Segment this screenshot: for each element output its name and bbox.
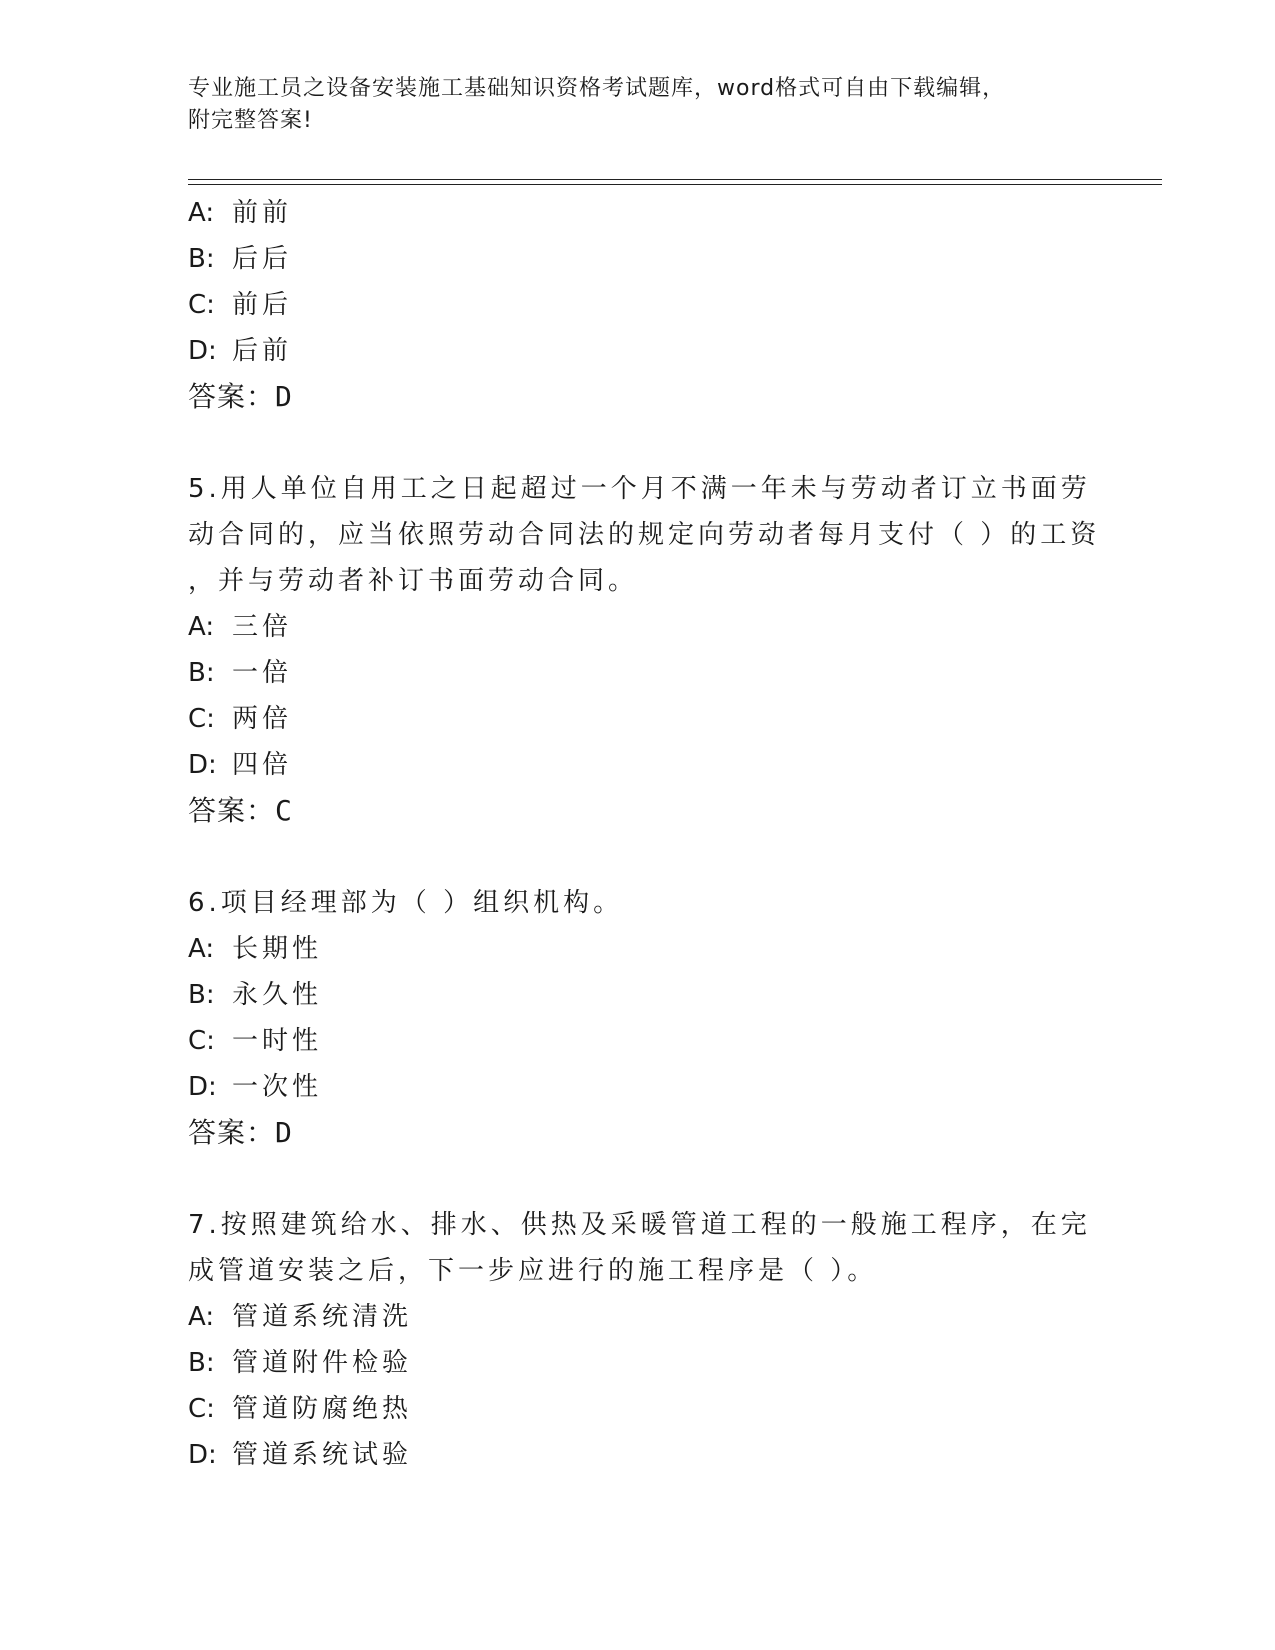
question-text-line: 5.用人单位自用工之日起超过一个月不满一年未与劳动者订立书面劳 <box>188 474 1091 504</box>
option-a <box>188 190 1088 236</box>
answer-value: C <box>275 794 293 827</box>
option-b <box>188 236 1088 282</box>
answer-line <box>188 788 1088 834</box>
answer-label: 答案： <box>188 794 276 827</box>
header-line-1: 专业施工员之设备安装施工基础知识资格考试题库，word格式可自由下载编辑， <box>188 76 1006 101</box>
header-divider-bottom <box>188 184 1162 185</box>
answer-value: D <box>275 380 293 413</box>
option-text: 管道系统试验 <box>232 1440 413 1470</box>
option-key: C: <box>188 290 215 320</box>
option-key: C: <box>188 1026 215 1056</box>
option-text: 前前 <box>232 198 293 228</box>
option-key: D: <box>188 1440 217 1470</box>
option-text: 三倍 <box>232 612 293 642</box>
option-text: 一次性 <box>232 1072 323 1102</box>
question-text-line: 动合同的，应当依照劳动合同法的规定向劳动者每月支付（ ）的工资 <box>188 520 1101 550</box>
option-text: 四倍 <box>232 750 293 780</box>
answer-label: 答案： <box>188 1116 276 1149</box>
option-text: 管道系统清洗 <box>232 1302 413 1332</box>
option-text: 后前 <box>232 336 293 366</box>
answer-label: 答案： <box>188 380 276 413</box>
option-text: 两倍 <box>232 704 293 734</box>
option-text: 一倍 <box>232 658 293 688</box>
document-header <box>188 73 1088 137</box>
question-4 <box>188 190 1088 420</box>
spacer <box>188 1156 1088 1202</box>
spacer <box>188 420 1088 466</box>
option-c <box>188 282 1088 328</box>
answer-line <box>188 374 1088 420</box>
header-line-2: 附完整答案! <box>188 108 313 133</box>
option-a <box>188 1294 1088 1340</box>
question-6 <box>188 880 1088 1156</box>
question-text-line: 成管道安装之后，下一步应进行的施工程序是（ ）。 <box>188 1256 878 1286</box>
option-d <box>188 742 1088 788</box>
option-b <box>188 972 1088 1018</box>
option-d <box>188 1064 1088 1110</box>
option-key: B: <box>188 1348 215 1378</box>
answer-line <box>188 1110 1088 1156</box>
question-text-line: 7.按照建筑给水、排水、供热及采暖管道工程的一般施工程序，在完 <box>188 1210 1091 1240</box>
question-text-line: ，并与劳动者补订书面劳动合同。 <box>188 566 639 596</box>
header-divider-top <box>188 179 1162 180</box>
option-c <box>188 1386 1088 1432</box>
option-d <box>188 328 1088 374</box>
option-text: 管道防腐绝热 <box>232 1394 413 1424</box>
option-b <box>188 1340 1088 1386</box>
question-5 <box>188 466 1101 834</box>
answer-value: D <box>275 1116 293 1149</box>
option-key: A: <box>188 612 215 642</box>
option-key: D: <box>188 750 217 780</box>
option-text: 管道附件检验 <box>232 1348 413 1378</box>
option-key: D: <box>188 336 217 366</box>
question-text-line: 6.项目经理部为（ ）组织机构。 <box>188 888 624 918</box>
option-b <box>188 650 1088 696</box>
option-text: 永久性 <box>232 980 323 1010</box>
option-key: B: <box>188 244 215 274</box>
spacer <box>188 834 1088 880</box>
option-key: A: <box>188 198 215 228</box>
question-content <box>188 190 1101 1478</box>
option-text: 前后 <box>232 290 293 320</box>
option-key: B: <box>188 980 215 1010</box>
option-text: 后后 <box>232 244 293 274</box>
option-key: C: <box>188 1394 215 1424</box>
option-key: C: <box>188 704 215 734</box>
option-a <box>188 604 1088 650</box>
option-key: B: <box>188 658 215 688</box>
option-c <box>188 1018 1088 1064</box>
option-key: A: <box>188 1302 215 1332</box>
option-c <box>188 696 1088 742</box>
option-key: A: <box>188 934 215 964</box>
question-7 <box>188 1202 1091 1478</box>
option-key: D: <box>188 1072 217 1102</box>
option-text: 一时性 <box>232 1026 323 1056</box>
option-a <box>188 926 1088 972</box>
option-text: 长期性 <box>232 934 323 964</box>
option-d <box>188 1432 1088 1478</box>
